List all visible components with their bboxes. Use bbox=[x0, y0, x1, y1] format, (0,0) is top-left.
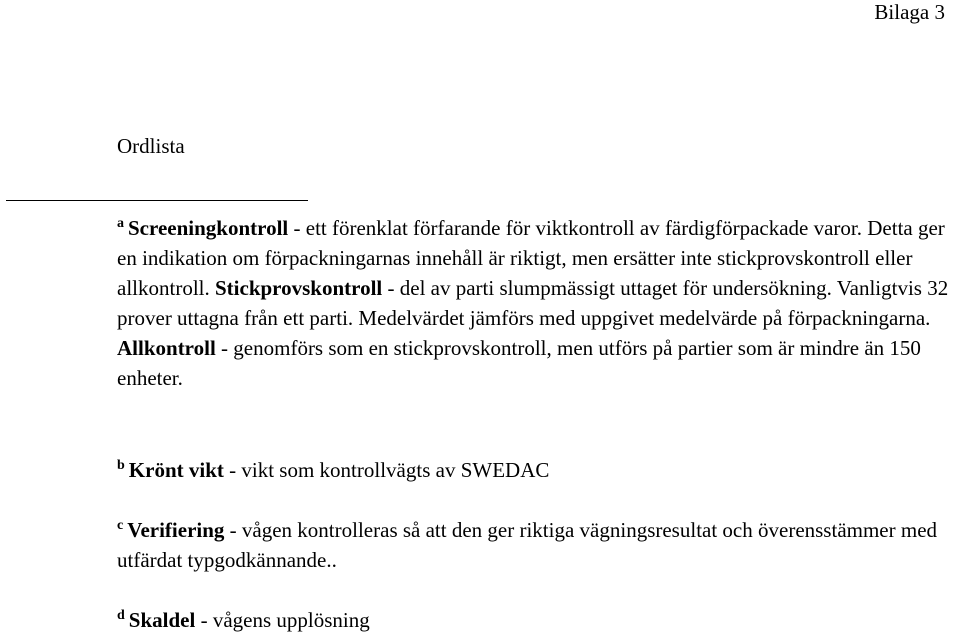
glossary-entry-c bbox=[117, 515, 957, 575]
term-screeningkontroll: Screeningkontroll bbox=[128, 216, 289, 240]
footnote-marker: c bbox=[117, 518, 124, 533]
footnote-marker: a bbox=[117, 216, 124, 231]
definition-text: - ett förenklat förfarande för viktkontroll av färdigförpackade varor. Detta ger en indikation om förpackningarnas innehåll är riktigt, men ersätter inte stickprovskontroll eller allkontroll. bbox=[117, 216, 945, 300]
footnote-separator-rule bbox=[6, 200, 308, 201]
term-stickprovskontroll: Stickprovskontroll bbox=[215, 276, 383, 300]
glossary-entry-b bbox=[117, 455, 957, 485]
glossary-entry-d bbox=[117, 605, 957, 635]
section-title: Ordlista bbox=[117, 134, 185, 158]
term-verifiering: Verifiering bbox=[127, 518, 225, 542]
definition-text: - genomförs som en stickprovskontroll, men utförs på partier som är mindre än 150 enheter. bbox=[117, 336, 921, 390]
definition-text: - vågen kontrolleras så att den ger riktiga vägningsresultat och överensstämmer med utfärdat typgodkännande.. bbox=[117, 518, 938, 572]
term-allkontroll: Allkontroll bbox=[117, 336, 216, 360]
definition-text: - vikt som kontrollvägts av SWEDAC bbox=[223, 458, 550, 482]
footnote-marker: b bbox=[117, 458, 125, 473]
definition-text: - vågens upplösning bbox=[195, 608, 370, 632]
glossary-entry-a bbox=[117, 213, 957, 393]
page-label: Bilaga 3 bbox=[874, 0, 945, 24]
term-skaldel: Skaldel bbox=[128, 608, 196, 632]
footnote-marker: d bbox=[117, 608, 125, 623]
definition-text: - del av parti slumpmässigt uttaget för undersökning. Vanligtvis 32 prover uttagna från ett parti. Medelvärdet jämförs med uppgivet medelvärde på förpackningarna. bbox=[117, 276, 949, 330]
term-kront-vikt: Krönt vikt bbox=[128, 458, 224, 482]
